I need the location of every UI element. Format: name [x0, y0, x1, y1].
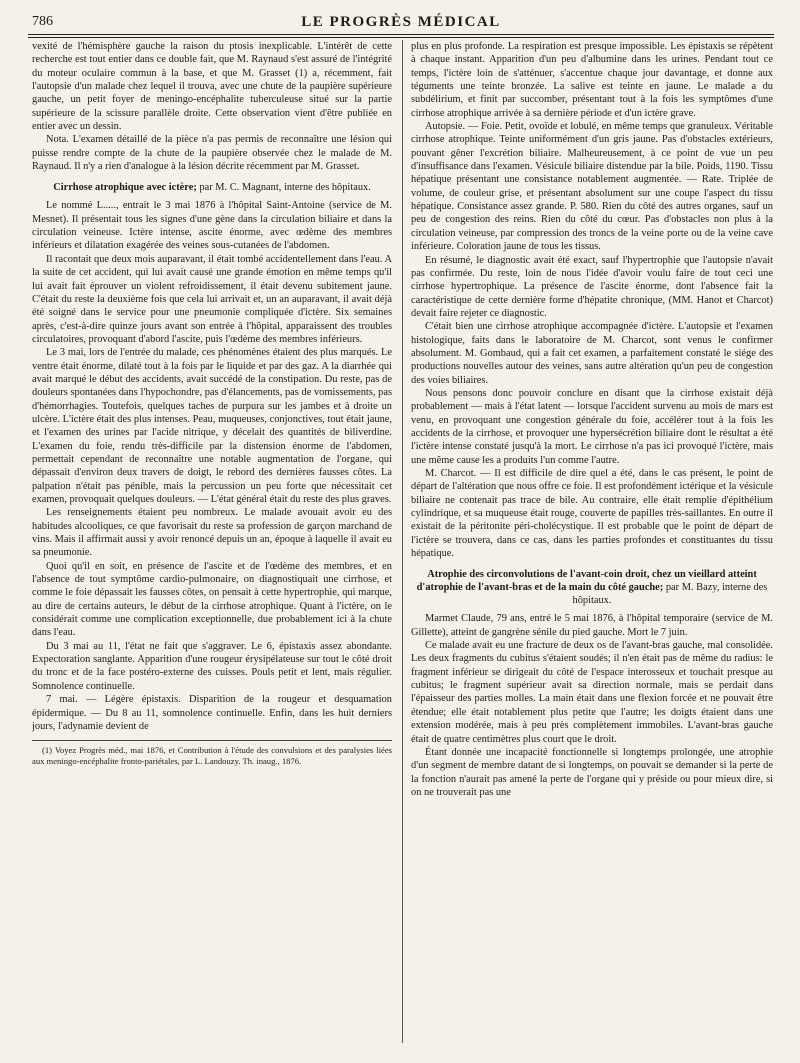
paragraph: Marmet Claude, 79 ans, entré le 5 mai 1876, à l'hôpital temporaire (service de M. Gillette), atteint de gangrène sénile du pied gauche. Mort le 7 juin.: [411, 613, 773, 638]
section-heading: [32, 181, 392, 194]
footnotes: [32, 740, 392, 767]
paragraph: Étant donnée une incapacité fonctionnelle si longtemps prolongée, une atrophie d'un segment de membre datant de si longtemps, on pouvait se demander si la perte de la fonction n'aurait pas amené la perte de l'organe qui y préside ou pour mieux dire, si on ne trouverait pas une: [411, 746, 773, 798]
heading-title: Atrophie des circonvolutions de l'avant-coin droit, chez un vieillard atteint d'atrophie de l'avant-bras et de la main du côté gauche;: [416, 569, 757, 594]
section-heading: [411, 568, 773, 607]
journal-title: LE PROGRÈS MÉDICAL: [301, 14, 501, 30]
paragraph: Quoi qu'il en soit, en présence de l'ascite et de l'œdème des membres, et en l'absence de tout symptôme cardio-pulmonaire, on diagnostiquait une cirrhose, et comme le foie dépassait les fausses côtes, on pensait à cette hypertrophie, qui marque, au dire de certains auteurs, le début de la cirrhose atrophique. Quant à l'ictère, on le considérait comme une complication exceptionnelle, due probablement ici à la chute dans l'eau.: [32, 560, 392, 639]
paragraph: Autopsie. — Foie. Petit, ovoïde et lobulé, en même temps que granuleux. Véritable cirrhose atrophique. Teinte uniformément d'un gris jaune. Pas d'obstacles extérieurs, pouvant gêner l'excrétion biliaire. Malheureusement, à ce point de vue un peu d'insuffisance dans l'examen. Vésicule biliaire distendue par la bile. Poids, 1190. Tissu hépatique présentant une consistance notablement augmentée. — Rate. Triplée de volume, de couleur grise, et présentant absolument sur une coupe l'aspect du tissu hépatique. Consistance assez grande. P. 580. Rien du côté des autres organes, sauf un peu de congestion des reins. Rien du côté du cœur. Pas d'obstacles non plus à la circulation veineuse, par compression des troncs de la veine porte ou de la veine cave inférieure. Coloration jaune de tous les tissus.: [411, 121, 773, 253]
paragraph: plus en plus profonde. La respiration est presque impossible. Les épistaxis se répètent à chaque instant. Apparition d'un peu d'albumine dans les urines. Pendant tout ce temps, l'ictère loin de s'atténuer, s'accentue chaque jour davantage, et donne aux téguments une teinte bronzée. La salive est teinte en jaune. Le malade a du subdélirium, et finit par succomber, présentant tout à la fois les symptômes d'une cirrhose atrophique arrivée à sa dernière période et d'un ictère grave.: [411, 41, 773, 119]
heading-author: par M. C. Magnant, interne des hôpitaux.: [196, 182, 371, 194]
paragraph: C'était bien une cirrhose atrophique accompagnée d'ictère. L'autopsie et l'examen histologique, faits dans le laboratoire de M. Charcot, sont venus le confirmer absolument. M. Gombaud, qui a fait cet examen, a parfaitement constaté le siége des productions nouvelles autour des veines, sans autre altération qu'un peu de congestion des voies biliaires.: [411, 321, 773, 386]
paragraph: 7 mai. — Légère épistaxis. Disparition de la rougeur et desquamation épidermique. — Du 8 au 11, somnolence continuelle. Enfin, dans les huit derniers jours, l'adynamie devient de: [32, 694, 392, 732]
paragraph: Le nommé L....., entrait le 3 mai 1876 à l'hôpital Saint-Antoine (service de M. Mesnet). Il présentait tous les signes d'une gène dans la circulation biliaire et dans la circulation veineuse. Ictère intense, ascite énorme, avec œdème des membres inférieurs et dilatation exagérée des veines sous-cutanées de l'abdomen.: [32, 200, 392, 252]
paragraph: Du 3 mai au 11, l'état ne fait que s'aggraver. Le 6, épistaxis assez abondante. Expectoration sanglante. Apparition d'une rougeur érysipélateuse sur tout le côté droit du tronc et de la face postéro-externe des cuisses. Pouls petit et lent, mais régulier. Somnolence continuelle.: [32, 640, 392, 692]
footnote: (1) Voyez Progrès méd., mai 1876, et Contribution à l'étude des convulsions et des paralysies liées aux meningo-encéphalite fronto-pariétales, par L. Landouzy. Th. inaug., 1876.: [32, 745, 392, 767]
paragraph: M. Charcot. — Il est difficile de dire quel a été, dans le cas présent, le point de départ de l'altération que nous offre ce foie. Il est profondément ictérique et la vésicule biliaire ne contenait pas trace de bile. Au contraire, elle était remplie d'épithélium cylindrique, et sa muqueuse était rouge, couverte de papilles très-saillantes. En outre il existait de la péritonite péri-cholécystique. Il est probable que le point de départ de l'ictère se trouvera, dans ce cas, dans les parties profondes et constituantes du tissu hépatique.: [411, 468, 773, 560]
paragraph: vexité de l'hémisphère gauche la raison du ptosis inexplicable. L'intérêt de cette recherche est tout entier dans ce double fait, que M. Raynaud s'est assuré de l'intégrité du moteur oculaire commun à la base, et que M. Grasset (1) a, récemment, fait l'autopsie d'un malade chez lequel il trouva, avec une chute de la paupière supérieure gauche, un petit foyer de meningo-encéphalite tuberculeuse situé sur la partie supérieure de la scissure parallèle droite. Cette observation vient d'être publiée en entier avec un dessin.: [32, 41, 392, 133]
right-column: [411, 40, 773, 1045]
paragraph: Nota. L'examen détaillé de la pièce n'a pas permis de reconnaître une lésion qui puisse rendre compte de la chute de la paupière observée chez le malade de M. Raynaud. Il n'y a rien d'analogue à la lésion décrite récemment par M. Grasset.: [32, 134, 392, 173]
column-divider: [402, 40, 403, 1043]
heading-title: Cirrhose atrophique avec ictère;: [53, 182, 197, 194]
heading-author: par M. Bazy, interne des hôpitaux.: [572, 582, 768, 607]
paragraph: Nous pensons donc pouvoir conclure en disant que la cirrhose existait déjà probablement — mais à l'état latent — lorsque l'accident survenu au mois de mars est venu, en provoquant une congestion générale du foie, accélérer tout à la fois les accidents de la cirrhose, et provoquer une hypersécrétion biliaire dont le résultat a été l'ictère intense constaté jusqu'à la mort. Le cirrhose n'a pas ici provoqué l'ictère, mais une même cause les a produits l'un comme l'autre.: [411, 387, 773, 466]
paragraph: Le 3 mai, lors de l'entrée du malade, ces phénomènes étaient des plus marqués. Le ventre était énorme, dilaté tout à la fois par le liquide et par des gaz. A la diarrhée qui avait marqué le début des accidents, avait succédé de la constipation. Du reste, pas de douleurs spontanées dans l'hypochondre, pas d'élancements, pas de vomissements, pas d'hémorrhagies. Toutefois, quelques taches de purpura sur les jambes et à droite un ulcère. L'ictère était des plus intenses. Peau, muqueuses, conjonctives, tout était jaune, et l'examen des urines par l'acide nitrique, y décelait des quantités de biliverdine. L'examen du foie, rendu très-difficile par la distension énorme de l'abdomen, permettait cependant de reconnaître une notable augmentation de l'organe, qui dépassait d'environ deux travers de doigt, le rebord des dernières fausses côtes. La palpation n'était pas pénible, mais la percussion un peu forte que nécessitait cet examen, provoquait quelques douleurs. — L'état général était du reste des plus graves.: [32, 347, 392, 505]
paragraph: Ce malade avait eu une fracture de deux os de l'avant-bras gauche, mal consolidée. Les deux fragments du cubitus s'étaient soudés; il n'en était pas de même du radius: le fragment inférieur se dirigeait du côté de l'espace interosseux et touchait presque au cubitus; le fragment supérieur avait sa direction normale, mais se perdait dans l'épaisseur des parties molles. La main était dans une flexion forcée et ne pouvait être étendue; elle était notablement plus petite que l'autre; les doigts étaient dans une extension modérée, mais à peu près complètement immobiles. L'avant-bras gauche était de quatre centimètres plus court que le droit.: [411, 640, 773, 745]
paragraph: En résumé, le diagnostic avait été exact, sauf l'hypertrophie que l'autopsie n'avait pas confirmée. Du reste, loin de nous l'idée d'avoir voulu faire de tout ceci une cirrhose hypertrophique. La présence de l'ascite énorme, dont l'absence fait la caractéristique de cette dernière forme d'hépatite chronique, (MM. Hanot et Charcot) devait faire rejeter ce diagnostic.: [411, 254, 773, 319]
left-column: [32, 40, 392, 1045]
page-header: [28, 10, 774, 34]
page-number: 786: [32, 14, 53, 29]
header-rule: [28, 34, 774, 38]
paragraph: Il racontait que deux mois auparavant, il était tombé accidentellement dans l'eau. A la suite de cet accident, qui lui avait causé une grande émotion en même temps qu'il lui avait fait éprouver un violent refroidissement, il était devenu subitement jaune. C'était du reste la deuxième fois que cela lui arrivait et, un an auparavant, il avait déjà été soigné dans le service pour une pneumonie compliquée d'ictère. Six semaines après, c'est-à-dire quinze jours avant son entrée à l'hôpital, apparaissent des troubles circulatoires, provoquant d'abord l'ascite, puis l'œdème des membres inférieurs.: [32, 253, 392, 345]
paragraph: Les renseignements étaient peu nombreux. Le malade avouait avoir eu des habitudes alcooliques, ce que favorisait du reste sa profession de garçon marchand de vins. Mais il affirmait aussi y avoir renoncé depuis un an, époque à laquelle il avait eu sa pneumonie.: [32, 507, 392, 559]
